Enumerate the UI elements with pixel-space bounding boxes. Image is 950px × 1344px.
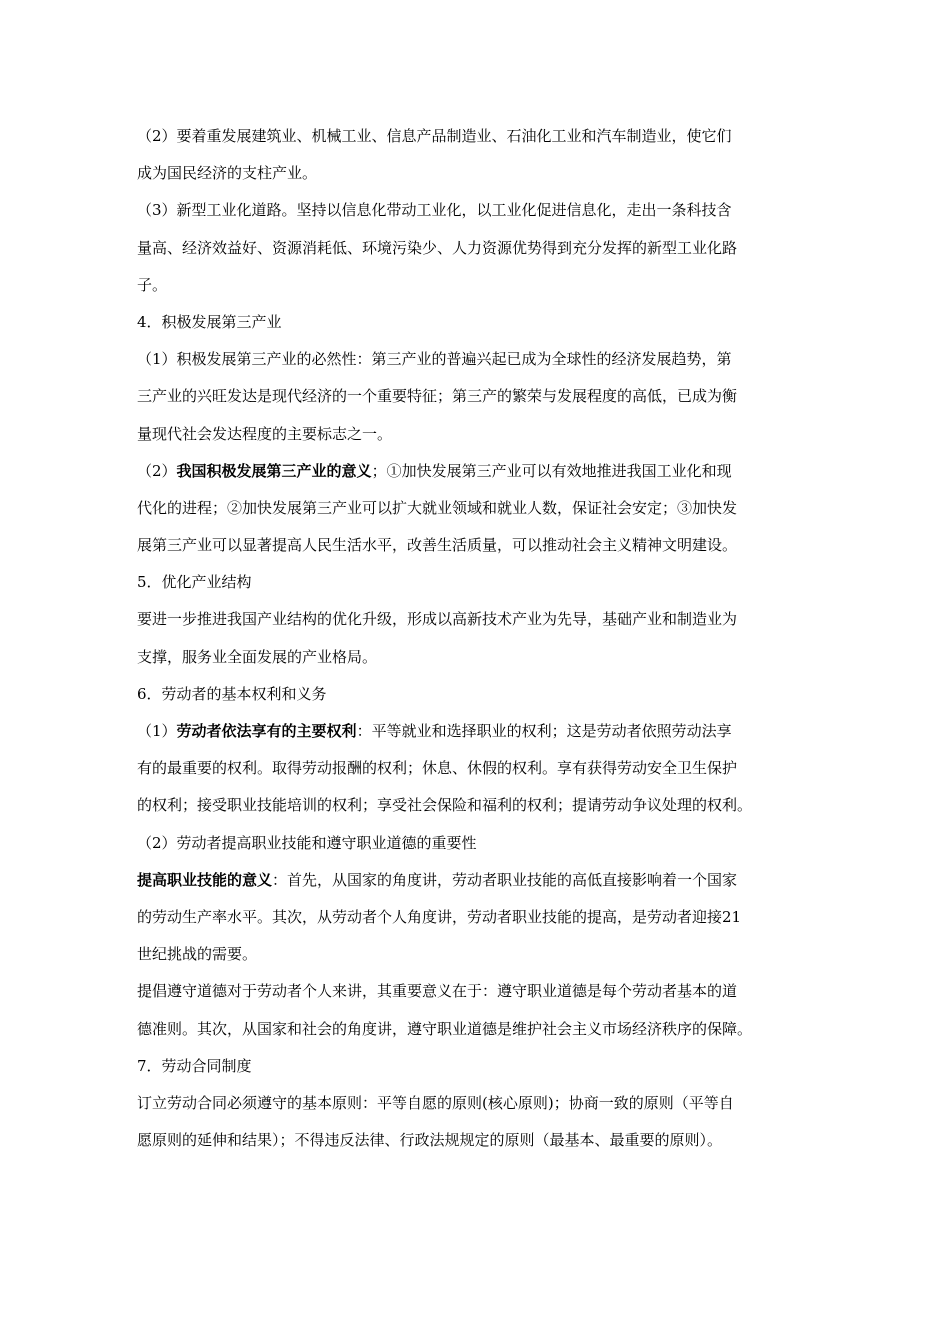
text-run: （1）积极发展第三产业的必然性：第三产业的普遍兴起已成为全球性的经济发展趋势，第 [137, 350, 732, 369]
text-run: 有的最重要的权利。取得劳动报酬的权利；休息、休假的权利。享有获得劳动安全卫生保护 [137, 759, 738, 778]
text-line [137, 118, 823, 155]
text-line [137, 192, 823, 229]
text-run: （2）劳动者提高职业技能和遵守职业道德的重要性 [137, 833, 477, 852]
text-line [137, 490, 823, 527]
text-run: 世纪挑战的需要。 [137, 945, 258, 964]
text-run: ：首先，从国家的角度讲，劳动者职业技能的高低直接影响着一个国家 [272, 870, 738, 889]
text-run: 支撑，服务业全面发展的产业格局。 [137, 647, 378, 666]
text-line [137, 378, 823, 415]
text-line [137, 1122, 823, 1159]
text-run: 4．积极发展第三产业 [137, 312, 282, 331]
text-line [137, 787, 823, 824]
text-run: 6．劳动者的基本权利和义务 [137, 684, 327, 703]
text-run: 订立劳动合同必须遵守的基本原则：平等自愿的原则(核心原则)；协商一致的原则（平等自 [137, 1093, 734, 1112]
text-run: 要进一步推进我国产业结构的优化升级，形成以高新技术产业为先导，基础产业和制造业为 [137, 610, 738, 629]
text-run: 量高、经济效益好、资源消耗低、环境污染少、人力资源优势得到充分发挥的新型工业化路 [137, 238, 738, 257]
text-line [137, 1048, 823, 1085]
text-line [137, 750, 823, 787]
text-run: （3）新型工业化道路。坚持以信息化带动工业化，以工业化促进信息化，走出一条科技含 [137, 201, 732, 220]
text-line [137, 676, 823, 713]
text-run: （2）要着重发展建筑业、机械工业、信息产品制造业、石油化工业和汽车制造业，使它们 [137, 127, 732, 145]
text-line [137, 230, 823, 267]
text-run: ；①加快发展第三产业可以有效地推进我国工业化和现 [371, 461, 732, 480]
text-run: 子。 [137, 275, 168, 294]
text-line [137, 825, 823, 862]
text-run: 提倡遵守道德对于劳动者个人来讲，其重要意义在于：遵守职业道德是每个劳动者基本的道 [137, 982, 738, 1001]
text-run: ：平等就业和选择职业的权利；这是劳动者依照劳动法享 [356, 722, 732, 740]
text-line [137, 899, 823, 936]
bold-term: 提高职业技能的意义 [137, 870, 273, 889]
text-run: 量现代社会发达程度的主要标志之一。 [137, 424, 393, 443]
text-run: 代化的进程；②加快发展第三产业可以扩大就业领域和就业人数，保证社会安定；③加快发 [137, 498, 738, 517]
text-run: 三产业的兴旺发达是现代经济的一个重要特征；第三产的繁荣与发展程度的高低，已成为衡 [137, 387, 738, 406]
bold-term: 我国积极发展第三产业的意义 [176, 461, 372, 480]
text-run: （1） [137, 722, 177, 740]
text-run: 德准则。其次，从国家和社会的角度讲，遵守职业道德是维护社会主义市场经济秩序的保障。 [137, 1019, 753, 1038]
text-line [137, 639, 823, 676]
text-line [137, 1011, 823, 1048]
text-run: 7．劳动合同制度 [137, 1056, 252, 1075]
text-line [137, 155, 823, 192]
text-line [137, 973, 823, 1010]
document-body [137, 118, 823, 1159]
text-line [137, 713, 823, 750]
text-line [137, 564, 823, 601]
text-line [137, 1085, 823, 1122]
text-line [137, 936, 823, 973]
text-line [137, 416, 823, 453]
text-line [137, 527, 823, 564]
text-run: 愿原则的延伸和结果）；不得违反法律、行政法规规定的原则（最基本、最重要的原则）。 [137, 1131, 723, 1150]
text-run: 成为国民经济的支柱产业。 [137, 164, 318, 183]
text-run: 的劳动生产率水平。其次，从劳动者个人角度讲，劳动者职业技能的提高，是劳动者迎接21 [137, 907, 742, 926]
text-run: 展第三产业可以显著提高人民生活水平，改善生活质量，可以推动社会主义精神文明建设。 [137, 536, 738, 555]
text-line [137, 341, 823, 378]
text-run: 的权利；接受职业技能培训的权利；享受社会保险和福利的权利；提请劳动争议处理的权利。 [137, 796, 753, 815]
bold-term: 劳动者依法享有的主要权利 [176, 722, 357, 740]
text-run: 5．优化产业结构 [137, 573, 252, 592]
text-line [137, 601, 823, 638]
text-line [137, 304, 823, 341]
text-line [137, 267, 823, 304]
text-line [137, 453, 823, 490]
text-run: （2） [137, 461, 177, 480]
text-line [137, 862, 823, 899]
